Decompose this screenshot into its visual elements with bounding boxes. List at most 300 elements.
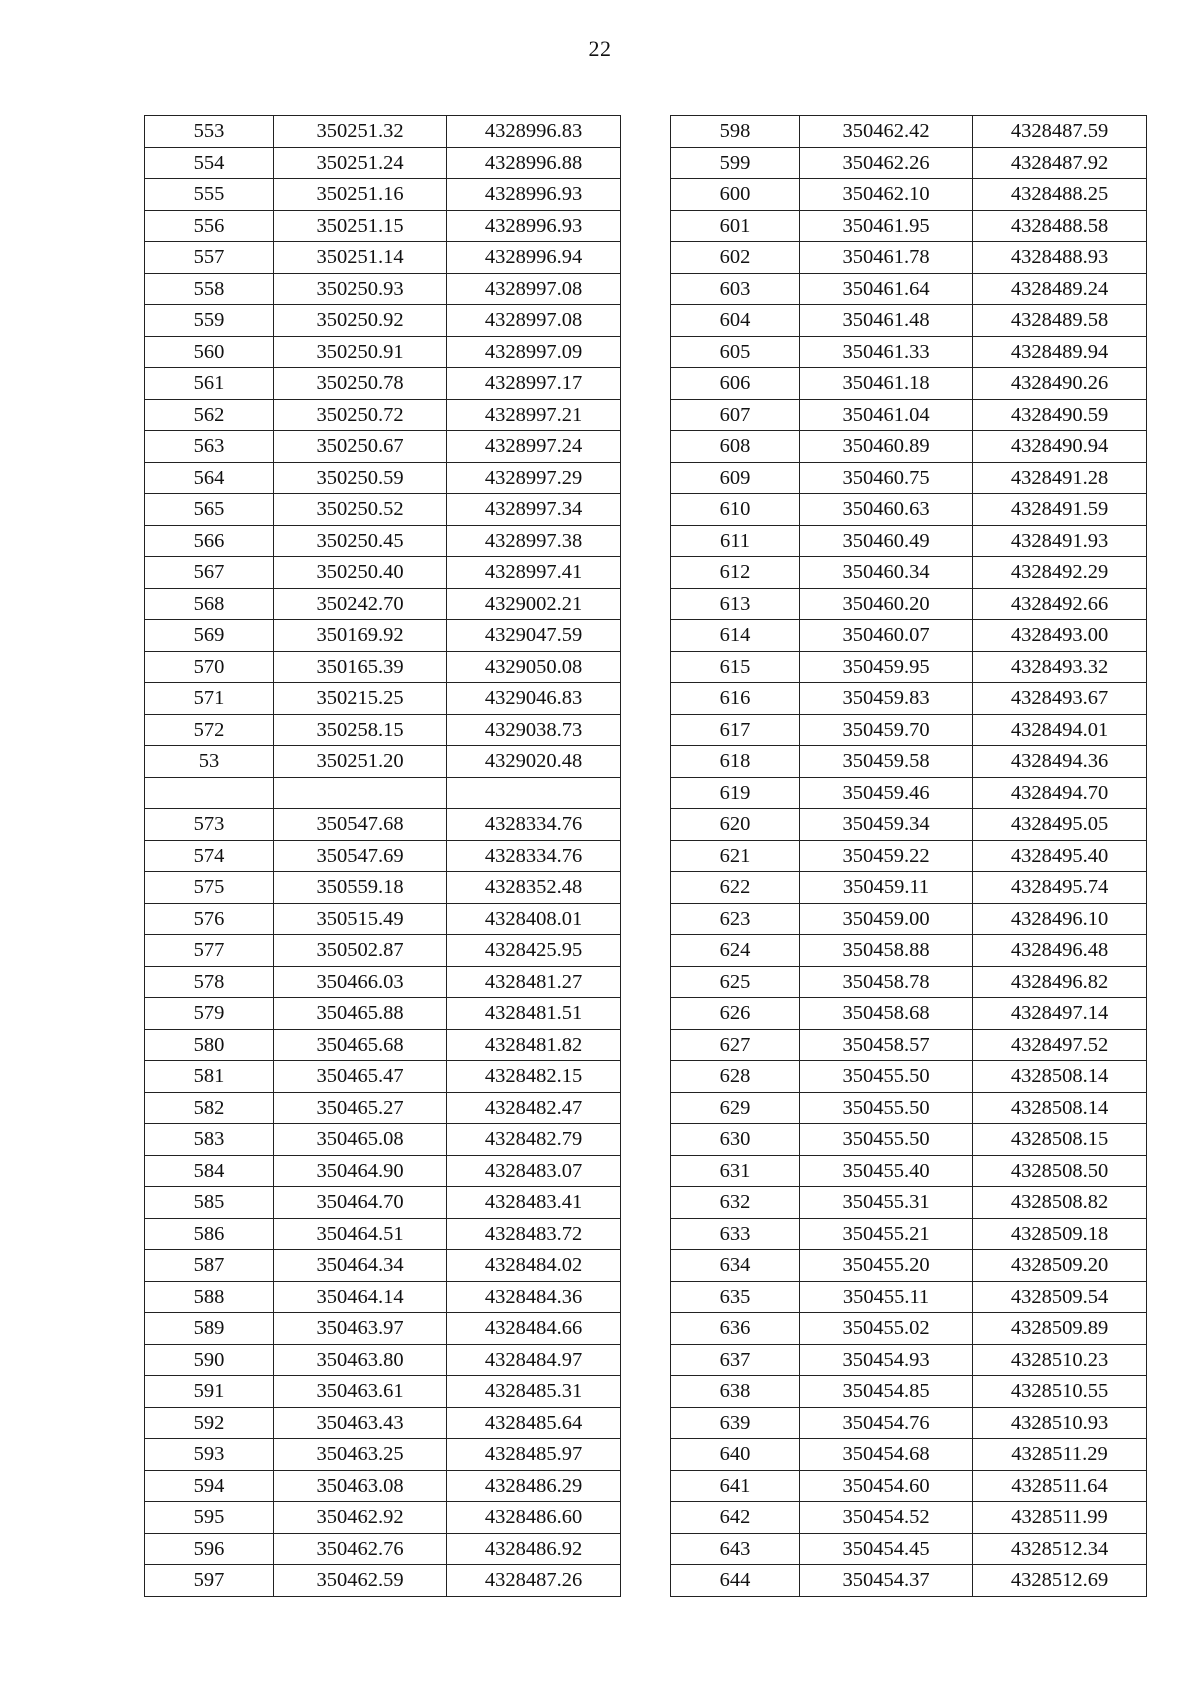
x-coordinate-cell: 350165.39 xyxy=(274,651,447,683)
point-number-cell: 621 xyxy=(671,840,800,872)
y-coordinate-cell: 4328509.20 xyxy=(973,1250,1147,1282)
y-coordinate-cell: 4328493.32 xyxy=(973,651,1147,683)
point-number-cell: 599 xyxy=(671,147,800,179)
table-row xyxy=(145,368,621,400)
point-number-cell: 584 xyxy=(145,1155,274,1187)
coordinates-table-right xyxy=(670,115,1147,1597)
table-row xyxy=(145,557,621,589)
x-coordinate-cell: 350465.88 xyxy=(274,998,447,1030)
table-row xyxy=(145,1533,621,1565)
y-coordinate-cell: 4328482.15 xyxy=(447,1061,621,1093)
table-row xyxy=(671,620,1147,652)
y-coordinate-cell: 4328997.08 xyxy=(447,273,621,305)
x-coordinate-cell: 350462.76 xyxy=(274,1533,447,1565)
y-coordinate-cell: 4328996.93 xyxy=(447,210,621,242)
table-row xyxy=(145,242,621,274)
x-coordinate-cell: 350515.49 xyxy=(274,903,447,935)
x-coordinate-cell: 350454.60 xyxy=(800,1470,973,1502)
table-row xyxy=(145,777,621,809)
table-row xyxy=(671,1502,1147,1534)
table-row xyxy=(671,872,1147,904)
table-row xyxy=(145,1218,621,1250)
table-row xyxy=(145,1407,621,1439)
point-number-cell: 568 xyxy=(145,588,274,620)
table-row xyxy=(145,620,621,652)
x-coordinate-cell: 350250.40 xyxy=(274,557,447,589)
table-row xyxy=(671,179,1147,211)
x-coordinate-cell: 350459.00 xyxy=(800,903,973,935)
y-coordinate-cell: 4328997.09 xyxy=(447,336,621,368)
x-coordinate-cell: 350460.75 xyxy=(800,462,973,494)
point-number-cell: 622 xyxy=(671,872,800,904)
y-coordinate-cell: 4328492.66 xyxy=(973,588,1147,620)
y-coordinate-cell: 4328481.82 xyxy=(447,1029,621,1061)
x-coordinate-cell: 350463.80 xyxy=(274,1344,447,1376)
point-number-cell: 597 xyxy=(145,1565,274,1597)
point-number-cell: 570 xyxy=(145,651,274,683)
point-number-cell: 585 xyxy=(145,1187,274,1219)
point-number-cell: 615 xyxy=(671,651,800,683)
point-number-cell: 558 xyxy=(145,273,274,305)
table-row xyxy=(671,1218,1147,1250)
x-coordinate-cell: 350458.68 xyxy=(800,998,973,1030)
x-coordinate-cell: 350502.87 xyxy=(274,935,447,967)
point-number-cell: 581 xyxy=(145,1061,274,1093)
table-row xyxy=(671,1565,1147,1597)
table-row xyxy=(671,840,1147,872)
point-number-cell: 630 xyxy=(671,1124,800,1156)
y-coordinate-cell: 4328486.92 xyxy=(447,1533,621,1565)
y-coordinate-cell: 4328483.07 xyxy=(447,1155,621,1187)
point-number-cell: 600 xyxy=(671,179,800,211)
table-row xyxy=(145,1565,621,1597)
table-row xyxy=(671,1029,1147,1061)
point-number-cell: 593 xyxy=(145,1439,274,1471)
point-number-cell: 561 xyxy=(145,368,274,400)
table-row xyxy=(671,683,1147,715)
table-row xyxy=(145,1376,621,1408)
x-coordinate-cell: 350460.34 xyxy=(800,557,973,589)
y-coordinate-cell: 4328509.89 xyxy=(973,1313,1147,1345)
table-row xyxy=(145,714,621,746)
point-number-cell: 596 xyxy=(145,1533,274,1565)
table-row xyxy=(671,1313,1147,1345)
x-coordinate-cell: 350461.48 xyxy=(800,305,973,337)
point-number-cell: 571 xyxy=(145,683,274,715)
x-coordinate-cell: 350466.03 xyxy=(274,966,447,998)
point-number-cell: 619 xyxy=(671,777,800,809)
y-coordinate-cell: 4328484.36 xyxy=(447,1281,621,1313)
point-number-cell: 639 xyxy=(671,1407,800,1439)
y-coordinate-cell: 4328509.54 xyxy=(973,1281,1147,1313)
y-coordinate-cell: 4328509.18 xyxy=(973,1218,1147,1250)
x-coordinate-cell: 350454.45 xyxy=(800,1533,973,1565)
point-number-cell: 604 xyxy=(671,305,800,337)
y-coordinate-cell: 4328997.34 xyxy=(447,494,621,526)
x-coordinate-cell: 350461.18 xyxy=(800,368,973,400)
table-row xyxy=(145,1187,621,1219)
y-coordinate-cell: 4329050.08 xyxy=(447,651,621,683)
y-coordinate-cell: 4328487.59 xyxy=(973,116,1147,148)
point-number-cell: 573 xyxy=(145,809,274,841)
x-coordinate-cell: 350459.70 xyxy=(800,714,973,746)
point-number-cell: 616 xyxy=(671,683,800,715)
y-coordinate-cell: 4328486.60 xyxy=(447,1502,621,1534)
table-row xyxy=(671,588,1147,620)
point-number-cell: 610 xyxy=(671,494,800,526)
y-coordinate-cell: 4328997.38 xyxy=(447,525,621,557)
table-row xyxy=(671,746,1147,778)
table-row xyxy=(671,494,1147,526)
table-row xyxy=(145,588,621,620)
point-number-cell: 634 xyxy=(671,1250,800,1282)
table-row xyxy=(671,1376,1147,1408)
point-number-cell: 562 xyxy=(145,399,274,431)
point-number-cell xyxy=(145,777,274,809)
x-coordinate-cell: 350458.88 xyxy=(800,935,973,967)
point-number-cell: 563 xyxy=(145,431,274,463)
point-number-cell: 633 xyxy=(671,1218,800,1250)
x-coordinate-cell: 350454.93 xyxy=(800,1344,973,1376)
table-row xyxy=(671,903,1147,935)
table-row xyxy=(671,1124,1147,1156)
point-number-cell: 609 xyxy=(671,462,800,494)
point-number-cell: 624 xyxy=(671,935,800,967)
table-row xyxy=(671,998,1147,1030)
y-coordinate-cell: 4328491.93 xyxy=(973,525,1147,557)
table-row xyxy=(145,935,621,967)
y-coordinate-cell: 4328489.94 xyxy=(973,336,1147,368)
x-coordinate-cell: 350251.15 xyxy=(274,210,447,242)
x-coordinate-cell: 350455.31 xyxy=(800,1187,973,1219)
point-number-cell: 640 xyxy=(671,1439,800,1471)
point-number-cell: 618 xyxy=(671,746,800,778)
table-row xyxy=(671,809,1147,841)
x-coordinate-cell: 350250.93 xyxy=(274,273,447,305)
y-coordinate-cell: 4328488.58 xyxy=(973,210,1147,242)
point-number-cell: 575 xyxy=(145,872,274,904)
point-number-cell: 565 xyxy=(145,494,274,526)
table-row xyxy=(145,872,621,904)
table-row xyxy=(671,1092,1147,1124)
table-row xyxy=(145,840,621,872)
y-coordinate-cell: 4328494.70 xyxy=(973,777,1147,809)
x-coordinate-cell: 350458.78 xyxy=(800,966,973,998)
y-coordinate-cell: 4328483.41 xyxy=(447,1187,621,1219)
x-coordinate-cell: 350455.21 xyxy=(800,1218,973,1250)
table-row xyxy=(145,431,621,463)
y-coordinate-cell: 4328510.93 xyxy=(973,1407,1147,1439)
table-row xyxy=(671,368,1147,400)
point-number-cell: 627 xyxy=(671,1029,800,1061)
table-row xyxy=(671,1439,1147,1471)
table-row xyxy=(671,399,1147,431)
table-row xyxy=(145,651,621,683)
point-number-cell: 554 xyxy=(145,147,274,179)
x-coordinate-cell: 350464.51 xyxy=(274,1218,447,1250)
point-number-cell: 608 xyxy=(671,431,800,463)
x-coordinate-cell: 350462.92 xyxy=(274,1502,447,1534)
y-coordinate-cell: 4328512.69 xyxy=(973,1565,1147,1597)
y-coordinate-cell: 4328496.10 xyxy=(973,903,1147,935)
y-coordinate-cell: 4328996.88 xyxy=(447,147,621,179)
y-coordinate-cell: 4328511.99 xyxy=(973,1502,1147,1534)
x-coordinate-cell: 350465.68 xyxy=(274,1029,447,1061)
x-coordinate-cell: 350250.45 xyxy=(274,525,447,557)
y-coordinate-cell: 4328997.17 xyxy=(447,368,621,400)
point-number-cell: 617 xyxy=(671,714,800,746)
y-coordinate-cell: 4329046.83 xyxy=(447,683,621,715)
table-row xyxy=(145,336,621,368)
point-number-cell: 641 xyxy=(671,1470,800,1502)
point-number-cell: 598 xyxy=(671,116,800,148)
y-coordinate-cell: 4328510.23 xyxy=(973,1344,1147,1376)
table-row xyxy=(145,273,621,305)
y-coordinate-cell: 4328496.82 xyxy=(973,966,1147,998)
x-coordinate-cell: 350250.92 xyxy=(274,305,447,337)
x-coordinate-cell: 350463.08 xyxy=(274,1470,447,1502)
table-row xyxy=(145,399,621,431)
x-coordinate-cell: 350455.50 xyxy=(800,1061,973,1093)
point-number-cell: 611 xyxy=(671,525,800,557)
y-coordinate-cell xyxy=(447,777,621,809)
point-number-cell: 613 xyxy=(671,588,800,620)
table-row xyxy=(671,273,1147,305)
point-number-cell: 555 xyxy=(145,179,274,211)
y-coordinate-cell: 4328508.14 xyxy=(973,1092,1147,1124)
table-row xyxy=(145,179,621,211)
x-coordinate-cell: 350462.26 xyxy=(800,147,973,179)
y-coordinate-cell: 4328484.97 xyxy=(447,1344,621,1376)
y-coordinate-cell: 4328487.92 xyxy=(973,147,1147,179)
point-number-cell: 637 xyxy=(671,1344,800,1376)
y-coordinate-cell: 4328996.94 xyxy=(447,242,621,274)
table-row xyxy=(671,1344,1147,1376)
point-number-cell: 626 xyxy=(671,998,800,1030)
y-coordinate-cell: 4328997.29 xyxy=(447,462,621,494)
x-coordinate-cell: 350455.40 xyxy=(800,1155,973,1187)
table-row xyxy=(145,1502,621,1534)
x-coordinate-cell: 350463.61 xyxy=(274,1376,447,1408)
table-row xyxy=(145,998,621,1030)
y-coordinate-cell: 4328493.00 xyxy=(973,620,1147,652)
x-coordinate-cell: 350251.20 xyxy=(274,746,447,778)
y-coordinate-cell: 4328489.24 xyxy=(973,273,1147,305)
table-row xyxy=(145,1344,621,1376)
x-coordinate-cell: 350464.90 xyxy=(274,1155,447,1187)
table-row xyxy=(671,557,1147,589)
y-coordinate-cell: 4328497.14 xyxy=(973,998,1147,1030)
y-coordinate-cell: 4328487.26 xyxy=(447,1565,621,1597)
point-number-cell: 576 xyxy=(145,903,274,935)
x-coordinate-cell: 350460.49 xyxy=(800,525,973,557)
point-number-cell: 578 xyxy=(145,966,274,998)
y-coordinate-cell: 4328510.55 xyxy=(973,1376,1147,1408)
x-coordinate-cell: 350454.76 xyxy=(800,1407,973,1439)
table-row xyxy=(671,210,1147,242)
y-coordinate-cell: 4328997.41 xyxy=(447,557,621,589)
point-number-cell: 631 xyxy=(671,1155,800,1187)
x-coordinate-cell: 350215.25 xyxy=(274,683,447,715)
table-row xyxy=(145,305,621,337)
point-number-cell: 553 xyxy=(145,116,274,148)
point-number-cell: 560 xyxy=(145,336,274,368)
x-coordinate-cell: 350459.11 xyxy=(800,872,973,904)
x-coordinate-cell: 350459.58 xyxy=(800,746,973,778)
table-row xyxy=(671,242,1147,274)
y-coordinate-cell: 4328484.02 xyxy=(447,1250,621,1282)
point-number-cell: 628 xyxy=(671,1061,800,1093)
point-number-cell: 582 xyxy=(145,1092,274,1124)
y-coordinate-cell: 4328494.36 xyxy=(973,746,1147,778)
y-coordinate-cell: 4328996.83 xyxy=(447,116,621,148)
point-number-cell: 592 xyxy=(145,1407,274,1439)
point-number-cell: 635 xyxy=(671,1281,800,1313)
point-number-cell: 564 xyxy=(145,462,274,494)
point-number-cell: 614 xyxy=(671,620,800,652)
point-number-cell: 588 xyxy=(145,1281,274,1313)
y-coordinate-cell: 4328508.15 xyxy=(973,1124,1147,1156)
point-number-cell: 605 xyxy=(671,336,800,368)
x-coordinate-cell: 350460.63 xyxy=(800,494,973,526)
table-row xyxy=(671,305,1147,337)
x-coordinate-cell xyxy=(274,777,447,809)
x-coordinate-cell: 350461.78 xyxy=(800,242,973,274)
table-row xyxy=(671,1533,1147,1565)
x-coordinate-cell: 350461.33 xyxy=(800,336,973,368)
x-coordinate-cell: 350460.20 xyxy=(800,588,973,620)
table-row xyxy=(145,210,621,242)
table-row xyxy=(145,1439,621,1471)
table-row xyxy=(145,1124,621,1156)
x-coordinate-cell: 350454.68 xyxy=(800,1439,973,1471)
x-coordinate-cell: 350464.70 xyxy=(274,1187,447,1219)
x-coordinate-cell: 350454.37 xyxy=(800,1565,973,1597)
point-number-cell: 574 xyxy=(145,840,274,872)
y-coordinate-cell: 4328491.59 xyxy=(973,494,1147,526)
y-coordinate-cell: 4328352.48 xyxy=(447,872,621,904)
point-number-cell: 601 xyxy=(671,210,800,242)
point-number-cell: 629 xyxy=(671,1092,800,1124)
point-number-cell: 602 xyxy=(671,242,800,274)
point-number-cell: 642 xyxy=(671,1502,800,1534)
y-coordinate-cell: 4328488.25 xyxy=(973,179,1147,211)
x-coordinate-cell: 350459.46 xyxy=(800,777,973,809)
y-coordinate-cell: 4328494.01 xyxy=(973,714,1147,746)
y-coordinate-cell: 4328512.34 xyxy=(973,1533,1147,1565)
point-number-cell: 583 xyxy=(145,1124,274,1156)
x-coordinate-cell: 350547.68 xyxy=(274,809,447,841)
x-coordinate-cell: 350455.50 xyxy=(800,1124,973,1156)
table-row xyxy=(145,683,621,715)
point-number-cell: 603 xyxy=(671,273,800,305)
x-coordinate-cell: 350465.08 xyxy=(274,1124,447,1156)
x-coordinate-cell: 350461.04 xyxy=(800,399,973,431)
x-coordinate-cell: 350465.27 xyxy=(274,1092,447,1124)
y-coordinate-cell: 4328334.76 xyxy=(447,840,621,872)
x-coordinate-cell: 350258.15 xyxy=(274,714,447,746)
y-coordinate-cell: 4328482.47 xyxy=(447,1092,621,1124)
y-coordinate-cell: 4329038.73 xyxy=(447,714,621,746)
table-row xyxy=(671,935,1147,967)
x-coordinate-cell: 350461.64 xyxy=(800,273,973,305)
y-coordinate-cell: 4329002.21 xyxy=(447,588,621,620)
table-row xyxy=(145,147,621,179)
x-coordinate-cell: 350455.50 xyxy=(800,1092,973,1124)
x-coordinate-cell: 350251.24 xyxy=(274,147,447,179)
table-row xyxy=(671,1250,1147,1282)
x-coordinate-cell: 350460.07 xyxy=(800,620,973,652)
y-coordinate-cell: 4328482.79 xyxy=(447,1124,621,1156)
point-number-cell: 557 xyxy=(145,242,274,274)
y-coordinate-cell: 4328511.64 xyxy=(973,1470,1147,1502)
x-coordinate-cell: 350464.14 xyxy=(274,1281,447,1313)
y-coordinate-cell: 4329047.59 xyxy=(447,620,621,652)
coordinates-table-left xyxy=(144,115,621,1597)
x-coordinate-cell: 350455.11 xyxy=(800,1281,973,1313)
y-coordinate-cell: 4328489.58 xyxy=(973,305,1147,337)
y-coordinate-cell: 4328508.82 xyxy=(973,1187,1147,1219)
point-number-cell: 625 xyxy=(671,966,800,998)
x-coordinate-cell: 350464.34 xyxy=(274,1250,447,1282)
x-coordinate-cell: 350463.43 xyxy=(274,1407,447,1439)
x-coordinate-cell: 350454.52 xyxy=(800,1502,973,1534)
point-number-cell: 580 xyxy=(145,1029,274,1061)
table-row xyxy=(671,431,1147,463)
point-number-cell: 577 xyxy=(145,935,274,967)
table-row xyxy=(145,1092,621,1124)
point-number-cell: 612 xyxy=(671,557,800,589)
table-row xyxy=(145,525,621,557)
table-row xyxy=(671,1061,1147,1093)
y-coordinate-cell: 4329020.48 xyxy=(447,746,621,778)
point-number-cell: 559 xyxy=(145,305,274,337)
table-row xyxy=(145,1061,621,1093)
x-coordinate-cell: 350250.91 xyxy=(274,336,447,368)
y-coordinate-cell: 4328490.26 xyxy=(973,368,1147,400)
table-row xyxy=(145,1470,621,1502)
y-coordinate-cell: 4328483.72 xyxy=(447,1218,621,1250)
y-coordinate-cell: 4328334.76 xyxy=(447,809,621,841)
x-coordinate-cell: 350459.22 xyxy=(800,840,973,872)
x-coordinate-cell: 350455.02 xyxy=(800,1313,973,1345)
table-row xyxy=(145,1250,621,1282)
point-number-cell: 567 xyxy=(145,557,274,589)
y-coordinate-cell: 4328496.48 xyxy=(973,935,1147,967)
x-coordinate-cell: 350461.95 xyxy=(800,210,973,242)
x-coordinate-cell: 350462.10 xyxy=(800,179,973,211)
y-coordinate-cell: 4328488.93 xyxy=(973,242,1147,274)
x-coordinate-cell: 350460.89 xyxy=(800,431,973,463)
point-number-cell: 591 xyxy=(145,1376,274,1408)
y-coordinate-cell: 4328490.94 xyxy=(973,431,1147,463)
table-row xyxy=(145,462,621,494)
y-coordinate-cell: 4328425.95 xyxy=(447,935,621,967)
table-row xyxy=(145,903,621,935)
x-coordinate-cell: 350462.59 xyxy=(274,1565,447,1597)
x-coordinate-cell: 350559.18 xyxy=(274,872,447,904)
x-coordinate-cell: 350459.83 xyxy=(800,683,973,715)
table-row xyxy=(671,651,1147,683)
x-coordinate-cell: 350455.20 xyxy=(800,1250,973,1282)
table-row xyxy=(671,1470,1147,1502)
table-row xyxy=(671,336,1147,368)
y-coordinate-cell: 4328484.66 xyxy=(447,1313,621,1345)
table-row xyxy=(671,462,1147,494)
point-number-cell: 53 xyxy=(145,746,274,778)
point-number-cell: 595 xyxy=(145,1502,274,1534)
x-coordinate-cell: 350250.72 xyxy=(274,399,447,431)
